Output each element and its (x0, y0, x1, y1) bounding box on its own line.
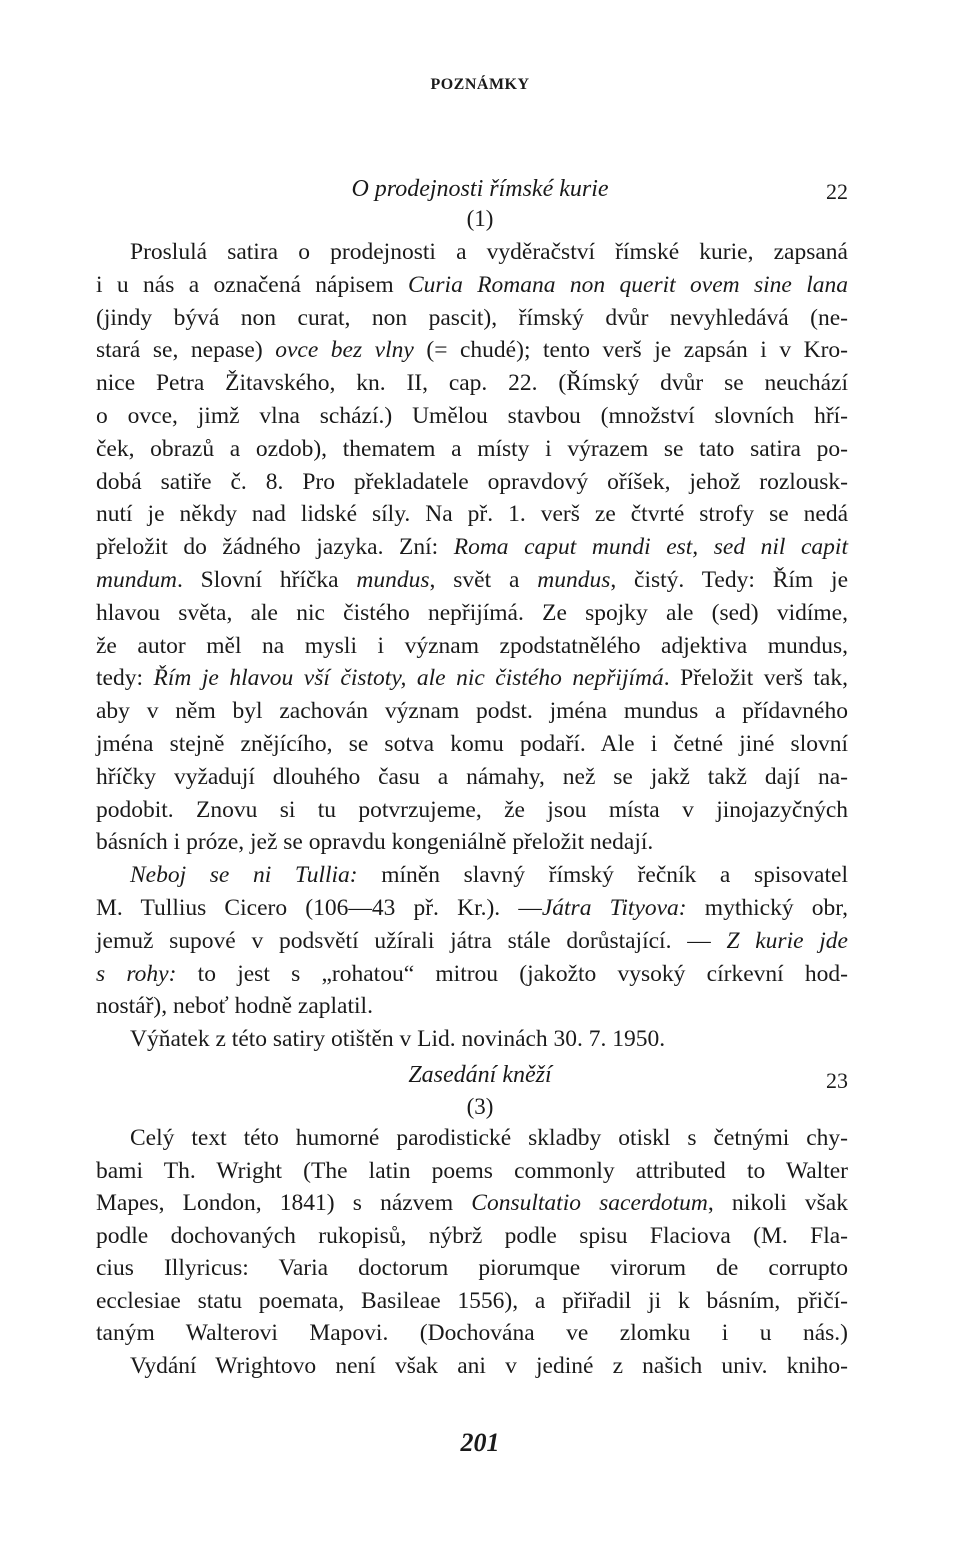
text-line (96, 1317, 848, 1349)
text-run: i u nás a označená nápisem (96, 271, 408, 298)
text-run: podobit. Znovu si tu potvrzujeme, že jsou místa v jinojazyčných (96, 796, 848, 823)
text-run: tedy: (96, 665, 154, 692)
text-run: bami Th. Wright (The latin poems commonly attributed to Walter (96, 1157, 848, 1184)
text-line (96, 400, 848, 432)
text-line (96, 269, 848, 301)
italic-text: Consultatio sacerdotum (471, 1190, 708, 1216)
text-run: míněn slavný římský řečník a spisovatel (357, 862, 848, 889)
text-run: Mapes, London, 1841) s názvem (96, 1190, 472, 1216)
text-line (96, 564, 848, 596)
text-run: ček, obrazů a ozdob), thematem a místy i výrazem se tato satira po- (96, 435, 848, 462)
text-line (96, 334, 848, 366)
section-number-2: (3) (466, 1094, 494, 1119)
running-head: POZNÁMKY (430, 76, 530, 93)
italic-text: Roma caput mundi est, sed nil capit (453, 534, 848, 561)
text-line (96, 958, 848, 990)
text-line (130, 1122, 848, 1154)
text-run: . Přeložit verš tak, (663, 665, 848, 692)
text-run: cius Illyricus: Varia doctorum piorumque virorum de corrupto (96, 1255, 848, 1281)
text-line (96, 433, 848, 465)
text-run: Celý text této humorné parodistické skladby otiskl s četnými chy- (130, 1125, 848, 1151)
italic-text: s rohy: (96, 960, 177, 987)
italic-text: mundum (96, 567, 177, 593)
italic-text: Játra Tityova: (541, 895, 687, 921)
text-run: o ovce, jimž vlna schází.) Umělou stavbou (množství slovních hří- (96, 403, 848, 429)
text-line (96, 531, 848, 563)
text-line (96, 630, 848, 662)
text-line (96, 990, 848, 1022)
text-line (130, 1350, 848, 1382)
text-run: jména stejně znějícího, se sotva komu podaří. Ale i četné jiné slovní (96, 731, 848, 757)
italic-text: Řím je hlavou vší čistoty, ale nic čistého nepřijímá (153, 665, 664, 692)
text-run: . Slovní hříčka (176, 567, 357, 593)
italic-text: ovce bez vlny (275, 337, 414, 364)
text-line (96, 761, 848, 793)
page-number: 201 (460, 1428, 500, 1457)
text-run: , nikoli však (707, 1190, 848, 1216)
section-title-2: Zasedání kněží (408, 1062, 552, 1088)
text-run: M. Tullius Cicero (106—43 př. Kr.). — (96, 895, 542, 921)
section-page-ref-1: 22 (826, 179, 848, 204)
text-run: taným Walterovi Mapovi. (Dochována ve zlomku i u nás.) (96, 1320, 848, 1346)
text-run: (jindy bývá non curat, non pascit), římský dvůr nevyhledává (ne- (96, 304, 848, 331)
text-run: že autor měl na mysli i význam zpodstatnělého adjektiva mundus, (96, 632, 848, 659)
text-run: hříčky vyžadují dlouhého času a námahy, než se jakž takž dají na- (96, 763, 848, 790)
text-line (96, 1187, 848, 1219)
text-line (96, 1220, 848, 1252)
text-run: ecclesiae statu poemata, Basileae 1556), a přiřadil ji k básním, přičí- (96, 1287, 848, 1314)
text-run: mythický obr, (686, 895, 848, 921)
text-run: podle dochovaných rukopisů, nýbrž podle spisu Flaciova (M. Fla- (96, 1222, 848, 1249)
text-line (130, 1023, 848, 1055)
text-line (96, 1252, 848, 1284)
text-line (96, 302, 848, 334)
text-run: nice Petra Žitavského, kn. II, cap. 22. (Římský dvůr se neuchází (96, 370, 848, 397)
text-run: Proslulá satira o prodejnosti a vyděračství římské kurie, zapsaná (130, 239, 848, 265)
section-number-1: (1) (466, 206, 494, 231)
text-line (96, 925, 848, 957)
text-run: nutí je někdy nad lidské síly. Na př. 1. verš ze čtvrté strofy se nedá (96, 501, 848, 528)
text-run: Výňatek z této satiry otištěn v Lid. novinách 30. 7. 1950. (130, 1026, 666, 1053)
text-line (96, 1285, 848, 1317)
text-run: Vydání Wrightovo není však ani v jediné z našich univ. kniho- (130, 1352, 848, 1379)
section-title-1: O prodejnosti římské kurie (351, 176, 609, 202)
italic-text: Z kurie jde (726, 927, 848, 954)
text-line (130, 859, 848, 891)
text-line (130, 236, 848, 268)
text-line (96, 662, 848, 694)
text-run: (= chudé); tento verš je zapsán i v Kro- (413, 337, 848, 364)
italic-text: Neboj se ni Tullia: (130, 862, 358, 889)
text-line (96, 794, 848, 826)
text-run: přeložit do žádného jazyka. Zní: (96, 534, 454, 561)
text-run: , čistý. Tedy: Řím je (610, 567, 848, 593)
text-line (96, 367, 848, 399)
text-line (96, 892, 848, 924)
text-line (96, 1155, 848, 1187)
italic-text: mundus (537, 567, 611, 593)
text-line (96, 597, 848, 629)
text-run: , svět a (429, 567, 538, 593)
text-run: dobá satiře č. 8. Pro překladatele opravdový oříšek, jehož rozlousk- (96, 468, 848, 495)
text-line (96, 826, 848, 858)
text-run: to jest s „rohatou“ mitrou (jakožto vysoký církevní hod- (176, 960, 849, 987)
text-line (96, 728, 848, 760)
text-run: hlavou světa, ale nic čistého nepřijímá. Ze spojky ale (sed) vidíme, (96, 599, 848, 626)
text-line (96, 695, 848, 727)
italic-text: Curia Romana non querit ovem sine lana (407, 271, 848, 298)
text-run: nostář), neboť hodně zaplatil. (96, 993, 373, 1020)
section-page-ref-2: 23 (826, 1068, 848, 1093)
text-run: jemuž supové v podsvětí užírali játra stále dorůstající. — (96, 927, 727, 954)
italic-text: mundus (356, 567, 430, 593)
text-line (96, 466, 848, 498)
text-run: stará se, nepase) (96, 337, 276, 364)
text-run: básních i próze, jež se opravdu kongeniálně přeložit nedají. (96, 829, 654, 856)
text-run: aby v něm byl zachován význam podst. jména mundus a přídavného (96, 698, 848, 725)
text-line (96, 498, 848, 530)
